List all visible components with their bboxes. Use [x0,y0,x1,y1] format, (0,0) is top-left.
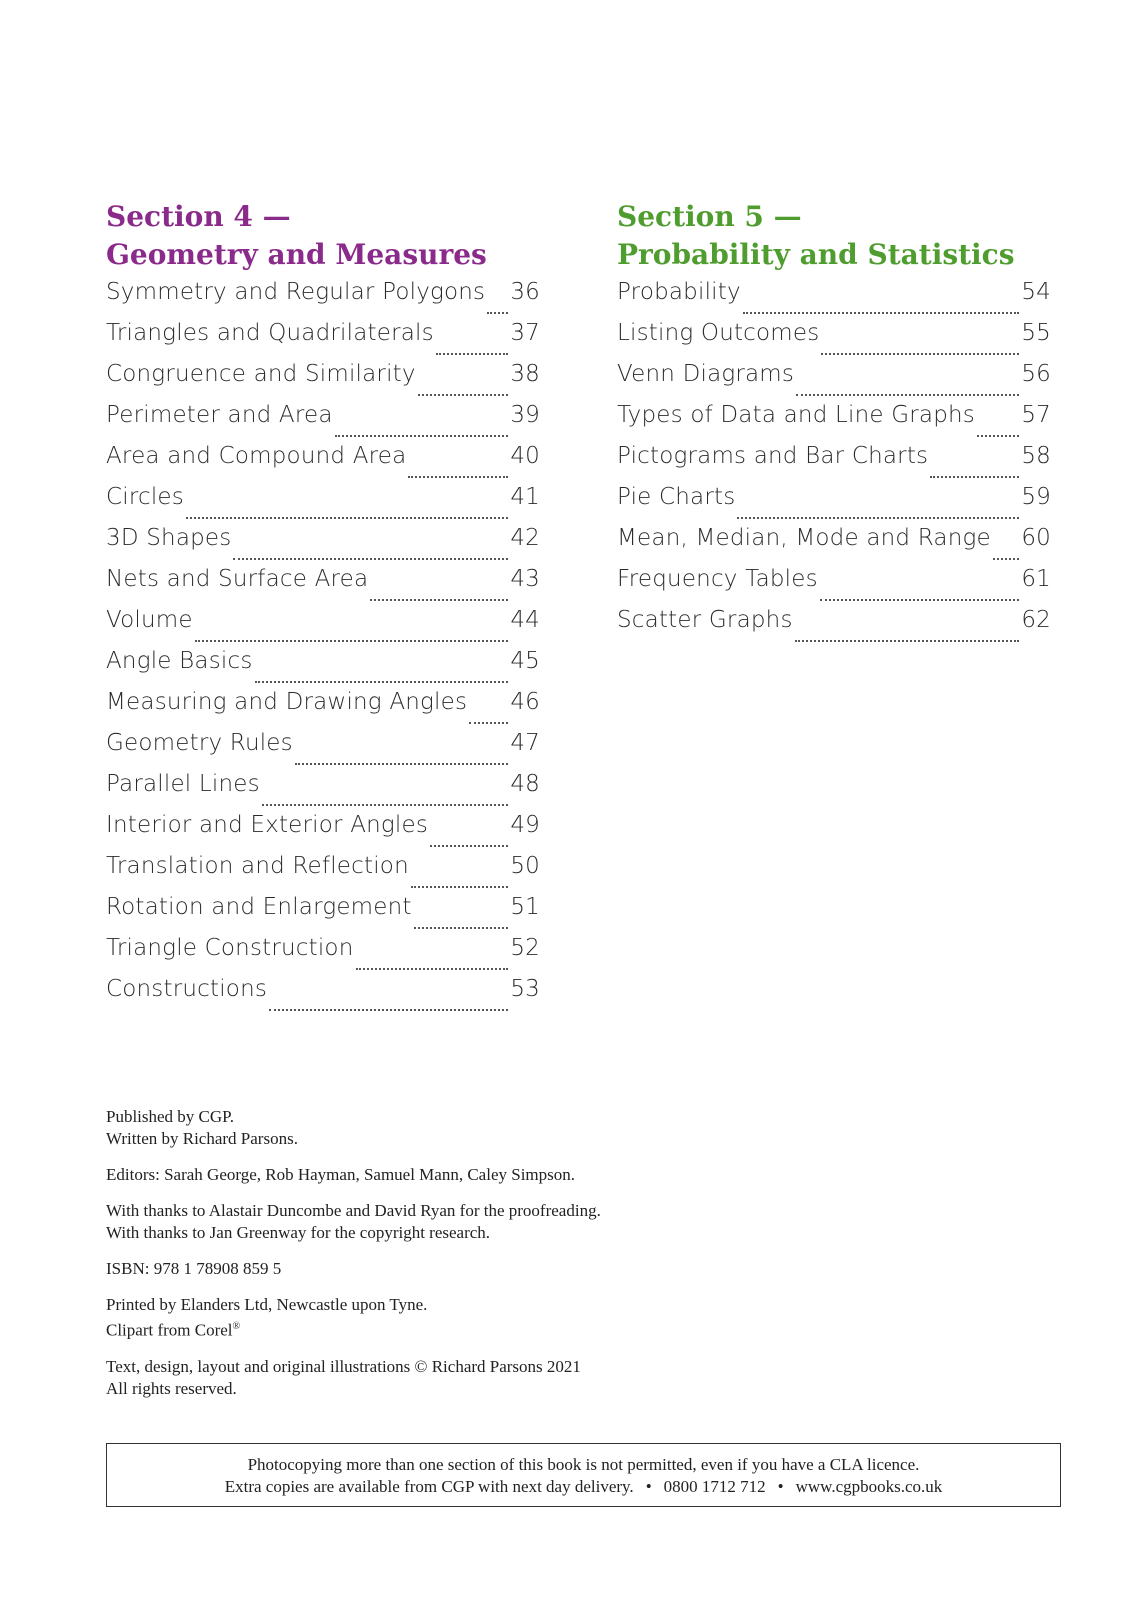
toc-entry-title: 3D Shapes [106,525,232,551]
toc-entry-title: Angle Basics [106,648,253,674]
dot-leader [795,640,1020,642]
toc-entry-page: 41 [510,484,540,510]
toc-entry [106,443,540,484]
toc-entry-page: 51 [510,894,540,920]
clipart-text: Clipart from Corel [106,1320,233,1340]
dot-leader [737,517,1019,519]
dot-leader [820,599,1020,601]
toc-entry-page: 48 [510,771,540,797]
toc-entry-title: Venn Diagrams [617,361,795,387]
toc-entry-page: 36 [510,279,540,305]
bullet-separator: • [777,1477,784,1496]
toc-entry [617,607,1051,648]
dot-leader [821,353,1019,355]
dot-leader [743,312,1020,314]
thanks-proofreading: With thanks to Alastair Duncombe and David Ryan for the proofreading. [106,1201,601,1220]
toc-entry-page: 38 [510,361,540,387]
toc-entry [106,689,540,730]
dot-leader [262,804,509,806]
dot-leader [269,1009,508,1011]
toc-entry-title: Rotation and Enlargement [106,894,412,920]
credits [106,1106,806,1414]
toc-entry [106,771,540,812]
toc-entry [106,648,540,689]
toc-entry-title: Scatter Graphs [617,607,793,633]
dot-leader [487,312,508,314]
section-4-title: Geometry and Measures [106,238,487,271]
toc-entry-page: 56 [1021,361,1051,387]
dot-leader [418,394,509,396]
toc-entry-page: 37 [510,320,540,346]
toc-entry-page: 50 [510,853,540,879]
section-4-heading [106,198,540,274]
dot-leader [414,927,509,929]
toc-entry [617,443,1051,484]
toc-entry-page: 57 [1021,402,1051,428]
toc-entry [106,976,540,1017]
toc-entry [106,853,540,894]
dot-leader [977,435,1019,437]
notice-line-1: Photocopying more than one section of this book is not permitted, even if you have a CLA licence. [247,1455,920,1474]
toc-entry [106,361,540,402]
toc-entry-page: 40 [510,443,540,469]
toc-entry-title: Parallel Lines [106,771,260,797]
dot-leader [255,681,509,683]
toc-entry-title: Interior and Exterior Angles [106,812,429,838]
author-line: Written by Richard Parsons. [106,1129,298,1148]
section-5-number: Section 5 — [617,200,802,233]
dot-leader [335,435,509,437]
notice-extra-copies: Extra copies are available from CGP with next day delivery. [224,1477,634,1496]
dot-leader [195,640,509,642]
toc-entry-title: Triangles and Quadrilaterals [106,320,434,346]
toc-entry-page: 55 [1021,320,1051,346]
dot-leader [930,476,1019,478]
toc-entry-title: Triangle Construction [106,935,354,961]
copyright-line: Text, design, layout and original illustrations © Richard Parsons 2021 [106,1356,581,1376]
notice-line-2 [107,1476,1060,1498]
dot-leader [430,845,508,847]
toc-entry-title: Circles [106,484,184,510]
toc-entry-page: 44 [510,607,540,633]
rights-line: All rights reserved. [106,1378,237,1398]
dot-leader [411,886,508,888]
toc-entry [617,484,1051,525]
section-4-toc [106,279,540,1017]
toc-entry [106,566,540,607]
toc-entry-page: 54 [1021,279,1051,305]
toc-entry-page: 47 [510,730,540,756]
editors-line: Editors: Sarah George, Rob Hayman, Samuel Mann, Caley Simpson. [106,1165,576,1184]
toc-entry-title: Nets and Surface Area [106,566,369,592]
notice-phone: 0800 1712 712 [663,1477,766,1496]
toc-entry [106,320,540,361]
toc-entry [106,402,540,443]
dot-leader [469,722,508,724]
toc-entry [617,402,1051,443]
toc-entry-page: 52 [510,935,540,961]
toc-entry [617,566,1051,607]
toc-entry-page: 62 [1021,607,1051,633]
section-5 [617,198,1051,648]
toc-entry [106,894,540,935]
toc-entry-page: 39 [510,402,540,428]
toc-entry-page: 49 [510,812,540,838]
printer-line: Printed by Elanders Ltd, Newcastle upon Tyne. [106,1295,428,1314]
toc-entry-title: Symmetry and Regular Polygons [106,279,486,305]
toc-entry-title: Frequency Tables [617,566,818,592]
dot-leader [408,476,508,478]
section-4-number: Section 4 — [106,200,291,233]
dot-leader [796,394,1019,396]
clipart-line [106,1316,806,1342]
notice-website: www.cgpbooks.co.uk [795,1477,943,1496]
dot-leader [295,763,508,765]
toc-entry-title: Perimeter and Area [106,402,333,428]
dot-leader [436,353,509,355]
toc-entry-title: Area and Compound Area [106,443,407,469]
toc-entry-page: 61 [1021,566,1051,592]
toc-entry-page: 53 [510,976,540,1002]
dot-leader [356,968,509,970]
photocopy-notice-box [106,1443,1061,1507]
toc-entry-title: Pictograms and Bar Charts [617,443,929,469]
toc-entry [617,361,1051,402]
toc-entry-page: 43 [510,566,540,592]
toc-entry [106,607,540,648]
toc-entry-title: Types of Data and Line Graphs [617,402,975,428]
section-5-toc [617,279,1051,648]
toc-entry [106,935,540,976]
toc-entry-title: Constructions [106,976,268,1002]
toc-entry-title: Listing Outcomes [617,320,820,346]
toc-entry-title: Pie Charts [617,484,736,510]
thanks-copyright: With thanks to Jan Greenway for the copyright research. [106,1223,491,1242]
section-4 [106,198,540,1017]
isbn-line: ISBN: 978 1 78908 859 5 [106,1259,282,1278]
toc-entry-title: Geometry Rules [106,730,293,756]
dot-leader [370,599,508,601]
toc-entry-page: 45 [510,648,540,674]
toc-entry-title: Mean, Median, Mode and Range [617,525,991,551]
toc-entry-page: 59 [1021,484,1051,510]
toc-entry [106,525,540,566]
toc-entry-title: Probability [617,279,741,305]
section-5-title: Probability and Statistics [617,238,1015,271]
toc-entry [106,279,540,320]
toc-entry [617,279,1051,320]
toc-entry-title: Measuring and Drawing Angles [106,689,468,715]
dot-leader [233,558,508,560]
toc-entry [106,484,540,525]
toc-entry-title: Volume [106,607,193,633]
publisher-line: Published by CGP. [106,1107,234,1126]
section-5-heading [617,198,1051,274]
toc-entry [617,525,1051,566]
toc-entry [106,730,540,771]
toc-entry-title: Translation and Reflection [106,853,409,879]
registered-mark: ® [232,1321,241,1332]
toc-entry-page: 58 [1021,443,1051,469]
dot-leader [993,558,1020,560]
dot-leader [186,517,508,519]
toc-entry-page: 46 [510,689,540,715]
toc-entry [617,320,1051,361]
toc-entry-title: Congruence and Similarity [106,361,416,387]
toc-entry-page: 42 [510,525,540,551]
toc-entry-page: 60 [1021,525,1051,551]
bullet-separator: • [645,1477,652,1496]
toc-entry [106,812,540,853]
